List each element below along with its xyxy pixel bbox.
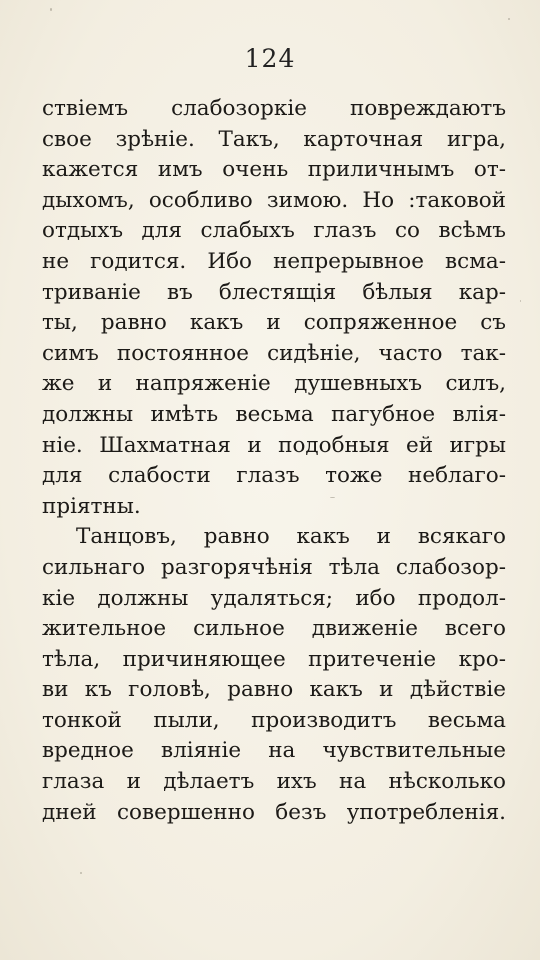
paragraph xyxy=(42,94,506,522)
text-line: должны имѣть весьма пагубное влія- xyxy=(42,401,506,427)
text-line: для слабости глазъ тоже неблаго- xyxy=(42,463,506,489)
text-line: же и напряженіе душевныхъ силъ, xyxy=(42,371,506,397)
text-line: тѣла, причиняющее притеченіе кро- xyxy=(42,646,506,672)
text-line: ствіемъ слабозоркіе повреждаютъ xyxy=(42,96,506,121)
text-line: триваніе въ блестящія бѣлыя кар- xyxy=(42,279,506,305)
text-line: ты, равно какъ и сопряженное съ xyxy=(42,310,506,336)
text-line: жительное сильное движеніе всего xyxy=(42,616,506,642)
page-number: 124 xyxy=(244,44,296,73)
text-line: глаза и дѣлаетъ ихъ на нѣсколько xyxy=(42,769,506,795)
paragraph xyxy=(42,522,506,828)
text-line: тонкой пыли, производитъ весьма xyxy=(42,707,506,733)
text-line: симъ постоянное сидѣніе, часто так- xyxy=(42,340,506,366)
text-line: ніе. Шахматная и подобныя ей игры xyxy=(42,432,506,458)
text-line: кіе должны удаляться; ибо продол- xyxy=(42,585,506,611)
text-line: отдыхъ для слабыхъ глазъ со всѣмъ xyxy=(42,218,506,244)
text-line: кажется имъ очень приличнымъ от- xyxy=(42,157,506,183)
text-line: свое зрѣніе. Такъ, карточная игра, xyxy=(42,126,506,152)
text-line: не годится. Ибо непрерывное всма- xyxy=(42,248,506,274)
text-line: дней совершенно безъ употребленія. xyxy=(42,799,506,825)
text-line: Танцовъ, равно какъ и всякаго xyxy=(76,524,506,550)
text-line: дыхомъ, особливо зимою. Но :таковой xyxy=(42,187,506,213)
text-line: пріятны. xyxy=(42,493,141,519)
body-text xyxy=(42,94,506,828)
text-line: вредное вліяніе на чувствительные xyxy=(42,738,506,764)
text-line: сильнаго разгорячѣнія тѣла слабозор- xyxy=(42,554,506,580)
text-line: ви къ головѣ, равно какъ и дѣйствіе xyxy=(42,677,506,703)
